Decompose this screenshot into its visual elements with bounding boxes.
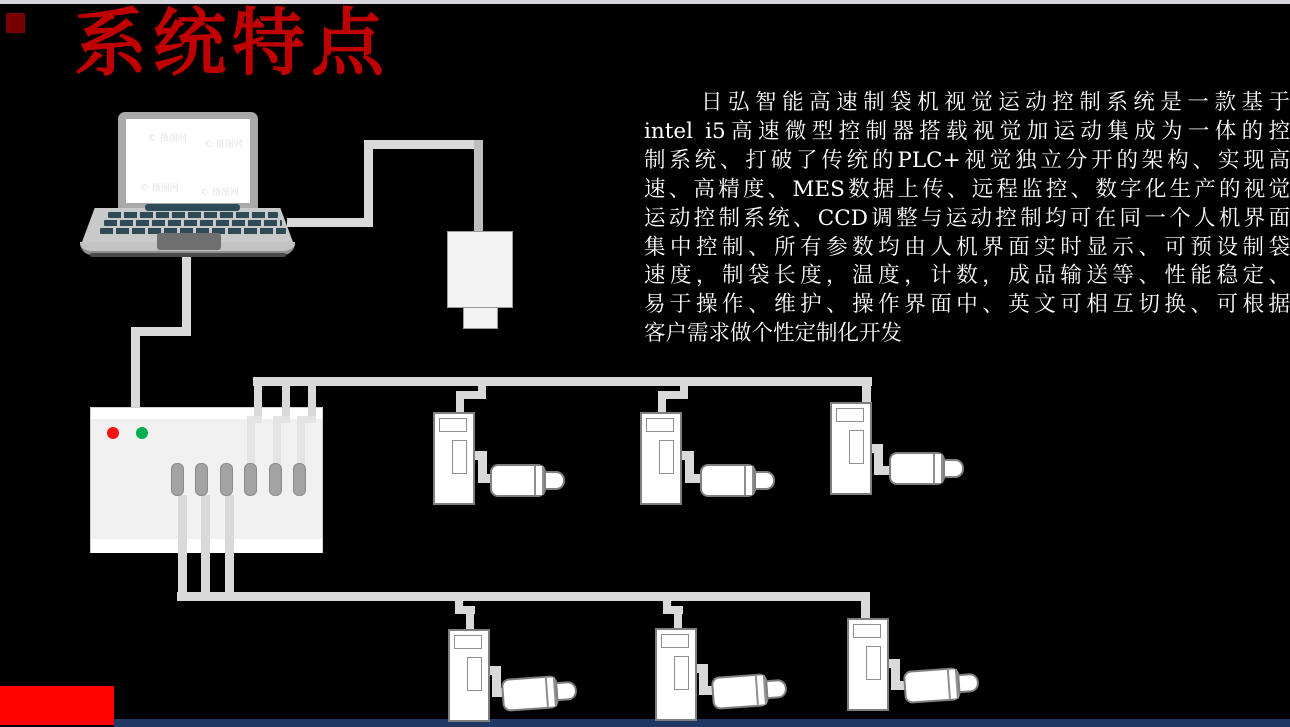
motion-controller [90, 407, 323, 553]
servo-motor-3 [889, 452, 969, 485]
intro-line: intel i5高速微型控制器搭载视觉加运动集成为一体的控 [644, 118, 1290, 144]
intro-line: 集中控制、所有参数均由人机界面实时显示、可预设制袋 [644, 234, 1290, 260]
cable-drive2-motor [685, 474, 701, 483]
drive-slot [659, 440, 674, 474]
led-red [107, 427, 119, 439]
servo-drive-2 [640, 412, 682, 505]
laptop-keyboard [104, 220, 282, 226]
servo-drive-6 [847, 618, 889, 711]
cable-bus-controller [282, 378, 290, 416]
drive-slot [452, 440, 467, 474]
watermark-text: © 摄图网 [200, 188, 239, 198]
cable-bus-controller [247, 416, 255, 464]
drive-display [439, 418, 467, 432]
vision-camera [447, 231, 513, 308]
servo-motor-5 [711, 671, 793, 710]
intro-line: 运动控制系统、CCD调整与运动控制均可在同一个人机界面 [644, 205, 1290, 231]
cable-laptop-camera [364, 140, 373, 227]
laptop-screen [126, 119, 250, 203]
motor-shaft [943, 459, 964, 478]
servo-motor-6 [903, 665, 985, 704]
motor-end-ring [933, 454, 943, 483]
intro-paragraph [644, 89, 1290, 349]
motor-shaft [555, 681, 577, 701]
servo-motor-4 [501, 673, 583, 712]
cable-bus-controller [273, 416, 281, 464]
drive-display [454, 635, 482, 649]
led-green [136, 427, 148, 439]
watermark-text: © 摄图网 [148, 134, 187, 144]
cable-bus-drive2 [658, 391, 666, 414]
intro-line: 易于操作、维护、操作界面中、英文可相互切换、可根据 [644, 292, 1290, 318]
cable-bus-drive5 [674, 606, 682, 630]
servo-drive-3 [830, 402, 872, 495]
motor-shaft [544, 471, 565, 490]
laptop-trackpad [157, 233, 221, 250]
motor-end-ring [534, 466, 544, 495]
controller-port-6 [293, 463, 306, 496]
intro-line: 速度，制袋长度，温度，计数，成品输送等、性能稳定、 [644, 263, 1290, 289]
controller-port-3 [220, 463, 233, 496]
controller-port-1 [171, 463, 184, 496]
cable-laptop-controller [131, 327, 140, 407]
drive-display [661, 634, 689, 648]
decor-blue-bar [114, 719, 1290, 727]
cable-controller-bottom-bus [178, 495, 187, 599]
cable-laptop-controller [182, 252, 191, 336]
intro-line: 速、高精度、MES数据上传、远程监控、数字化生产的视觉 [644, 176, 1290, 202]
drive-slot [849, 430, 864, 464]
intro-line: 制系统、打破了传统的PLC+视觉独立分开的架构、实现高 [644, 147, 1290, 173]
cable-laptop-camera [287, 218, 373, 227]
decor-red-block [0, 686, 114, 725]
intro-line: 客户需求做个性定制化开发 [644, 321, 903, 347]
cable-bus-drive1 [456, 391, 464, 414]
cable-controller-bottom-bus [201, 495, 210, 599]
drive-display [646, 418, 674, 432]
cable-laptop-camera [364, 140, 483, 149]
cable-bus-controller [254, 378, 262, 416]
servo-drive-1 [433, 412, 475, 505]
servo-motor-1 [490, 464, 570, 497]
laptop [80, 105, 295, 255]
watermark-text: © 摄图网 [204, 140, 243, 150]
cable-bus-drive4 [466, 606, 474, 631]
decor-corner-square [6, 13, 25, 33]
cable-bus-controller [297, 416, 305, 464]
servo-drive-4 [448, 629, 490, 722]
bottom-bus-cable [177, 592, 870, 601]
motor-end-ring [744, 466, 754, 495]
drive-display [836, 408, 864, 422]
laptop-hinge [145, 204, 240, 211]
watermark-text: © 摄图网 [140, 184, 179, 194]
camera-lens [463, 307, 498, 329]
cable-laptop-controller [131, 327, 191, 336]
drive-slot [866, 646, 881, 680]
cable-controller-bottom-bus [225, 495, 234, 599]
laptop-keyboard [108, 212, 278, 218]
motor-shaft [957, 673, 979, 693]
cable-bus-controller [308, 378, 316, 416]
drive-display [853, 624, 881, 638]
motor-shaft [754, 471, 775, 490]
drive-slot [467, 657, 482, 691]
intro-line: 日弘智能高速制袋机视觉运动控制系统是一款基于 [701, 90, 1290, 115]
motor-shaft [765, 679, 787, 699]
cable-laptop-camera [474, 140, 483, 232]
controller-port-2 [195, 463, 208, 496]
top-bus-cable [253, 377, 872, 386]
controller-port-4 [244, 463, 257, 496]
controller-port-5 [269, 463, 282, 496]
drive-slot [674, 656, 689, 690]
servo-motor-2 [700, 464, 780, 497]
slide-title: 系统特点 [74, 1, 390, 86]
laptop-shadow [90, 253, 286, 257]
servo-drive-5 [655, 628, 697, 721]
